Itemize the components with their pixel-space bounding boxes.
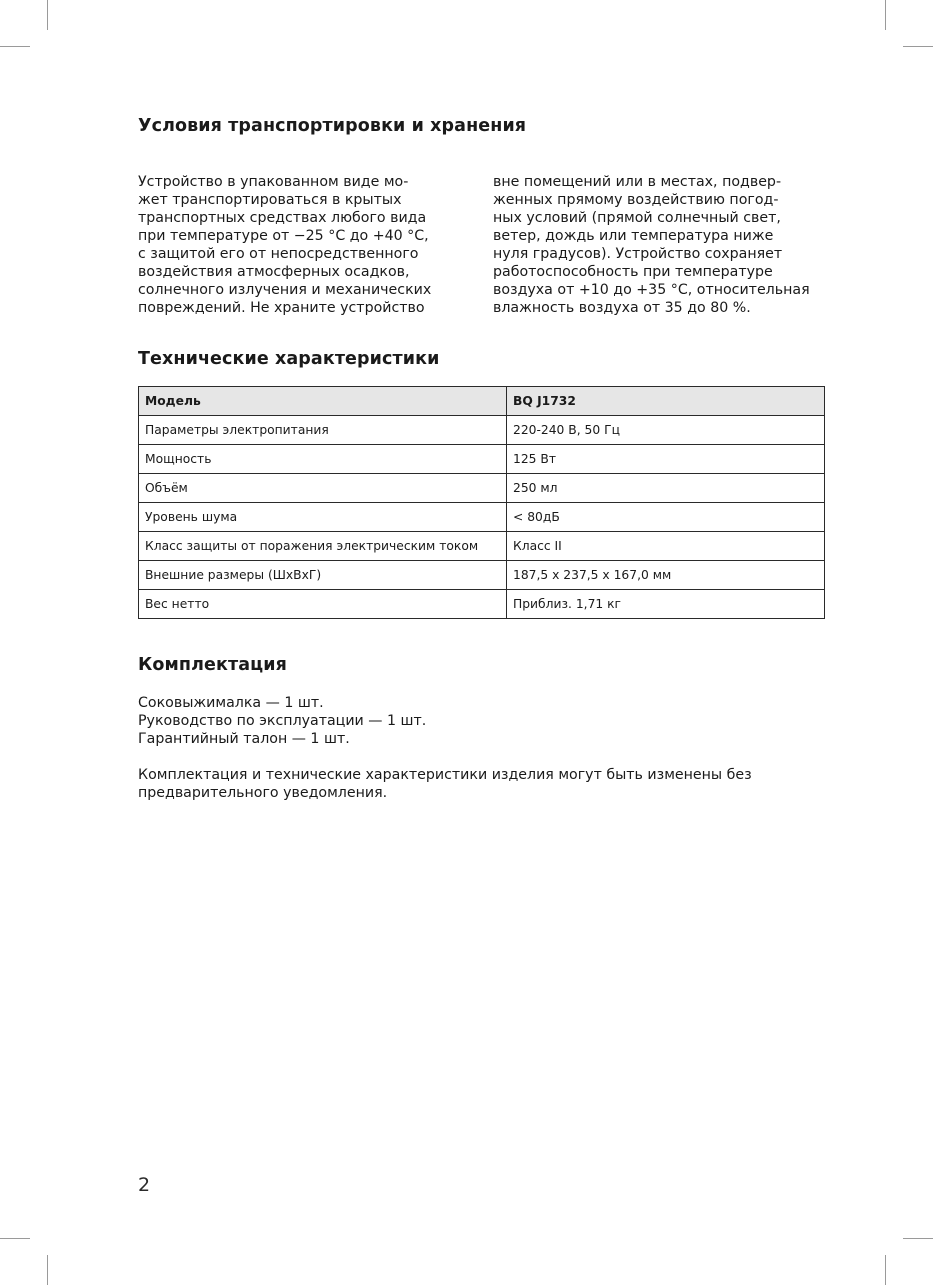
table-header-row [139,387,825,416]
header-cell: Модель [139,387,507,416]
crop-mark [0,1238,30,1239]
spec-label: Внешние размеры (ШхВхГ) [139,561,507,590]
spec-value: 220-240 В, 50 Гц [507,416,825,445]
list-item: Соковыжималка — 1 шт. [138,695,324,711]
transport-text-col2: вне помещений или в местах, подвер- женных прямому воздействию погод- ных условий (прямой солнечный свет, ветер, дождь или температура ниже нуля градусов). Устройство сохраняет работоспособность при температуре воздуха от +10 до +35 °C, относительная влажность воздуха от 35 до 80 %. [493,174,810,316]
spec-label: Мощность [139,445,507,474]
spec-label: Уровень шума [139,503,507,532]
spec-label: Класс защиты от поражения электрическим током [139,532,507,561]
change-notice: Комплектация и технические характеристики изделия могут быть изменены без предварительного уведомления. [138,767,752,801]
table-row [139,590,825,619]
spec-value: 125 Вт [507,445,825,474]
table-row [139,445,825,474]
page-number: 2 [138,1174,151,1196]
table-row [139,474,825,503]
spec-label: Объём [139,474,507,503]
spec-value: 187,5 x 237,5 x 167,0 мм [507,561,825,590]
crop-mark [885,0,886,30]
table-row [139,503,825,532]
spec-label: Параметры электропитания [139,416,507,445]
table-row [139,561,825,590]
list-item: Гарантийный талон — 1 шт. [138,731,350,747]
spec-value: 250 мл [507,474,825,503]
crop-mark [47,1255,48,1285]
crop-mark [0,46,30,47]
specs-heading: Технические характеристики [138,349,440,369]
kit-list [138,694,838,748]
header-cell: BQ J1732 [507,387,825,416]
specs-table [138,386,825,619]
spec-label: Вес нетто [139,590,507,619]
transport-heading: Условия транспортировки и хранения [138,116,527,136]
spec-value: Класс II [507,532,825,561]
spec-value: < 80дБ [507,503,825,532]
crop-mark [903,1238,933,1239]
spec-value: Приблиз. 1,71 кг [507,590,825,619]
crop-mark [885,1255,886,1285]
list-item: Руководство по эксплуатации — 1 шт. [138,713,427,729]
kit-heading: Комплектация [138,655,287,675]
table-row [139,532,825,561]
crop-mark [903,46,933,47]
table-row [139,416,825,445]
crop-mark [47,0,48,30]
transport-text-col1: Устройство в упакованном виде мо- жет транспортироваться в крытых транспортных средствах любого вида при температуре от −25 °C до +40 °C, с защитой его от непосредственного воздействия атмосферных осадков, солнечного излучения и механических повреждений. Не храните устройство [138,174,432,316]
